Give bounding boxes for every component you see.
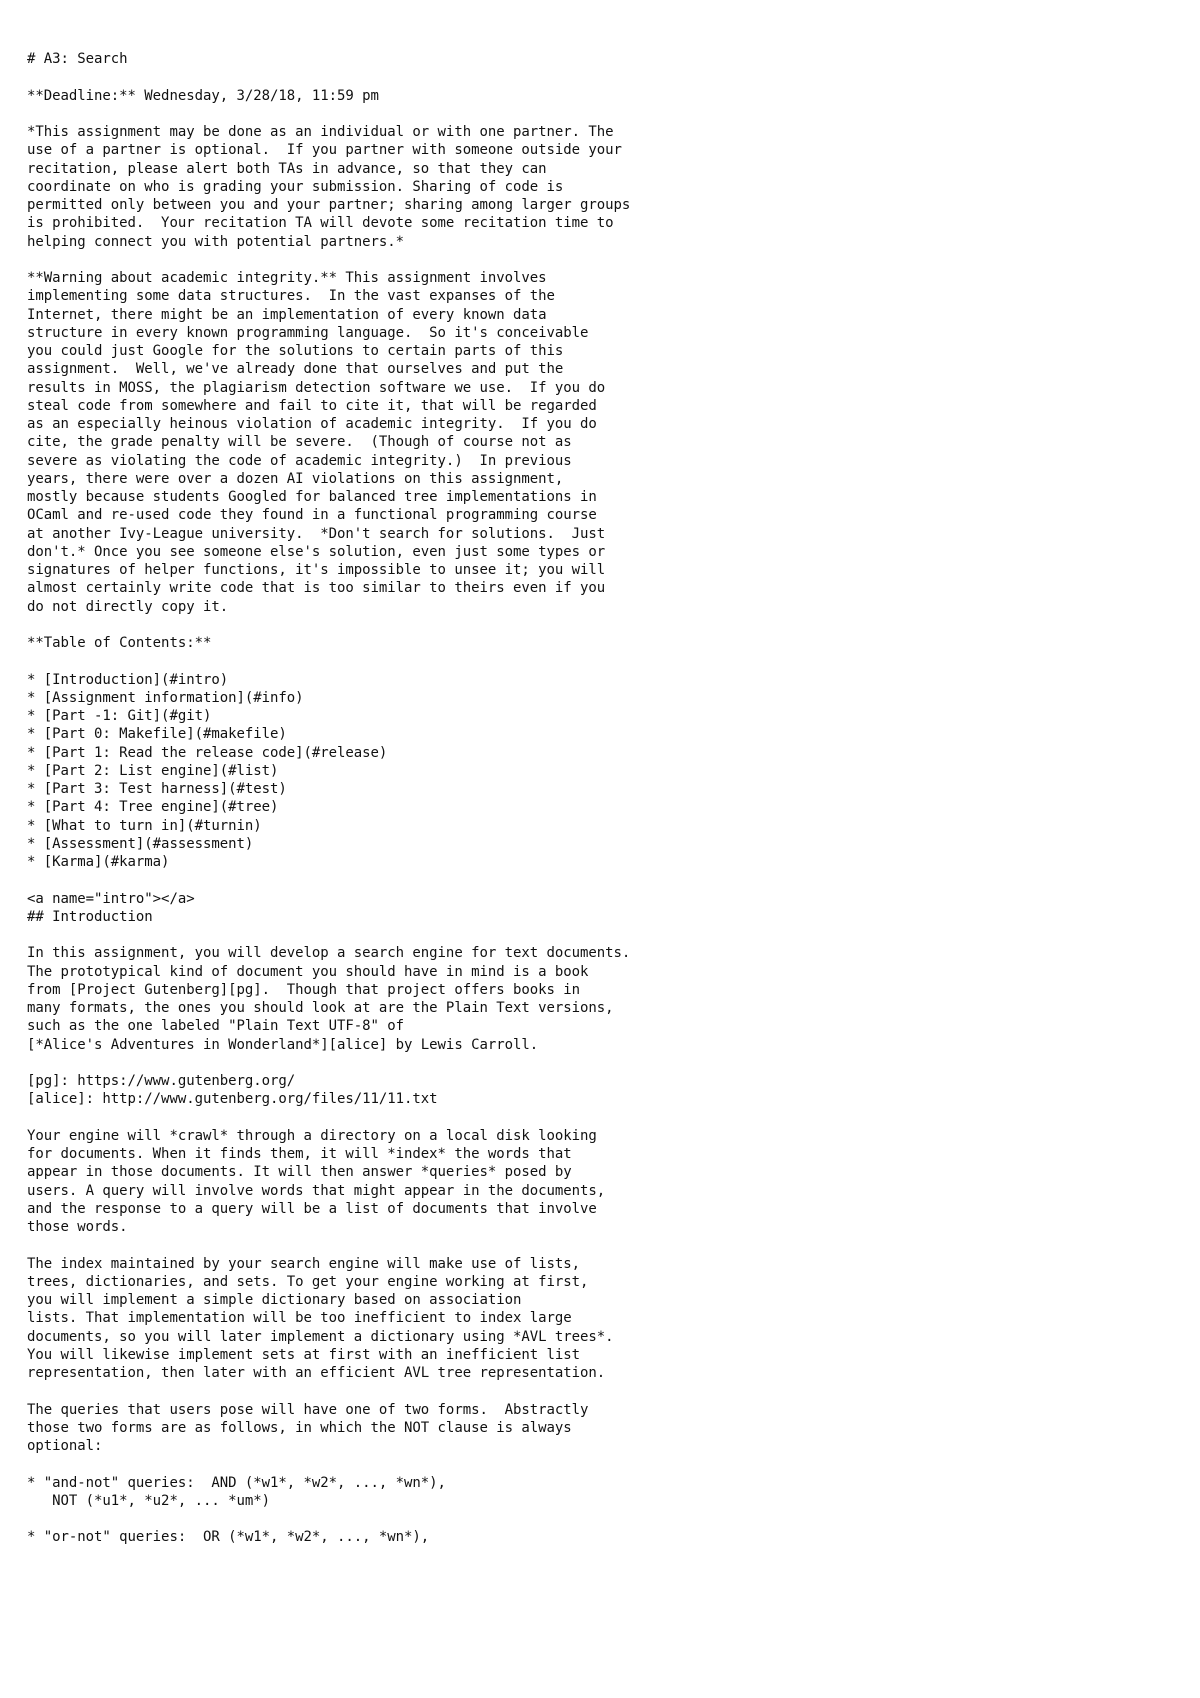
text-line: recitation, please alert both TAs in advance, so that they can (27, 160, 547, 177)
text-line: cite, the grade penalty will be severe. (Though of course not as (27, 434, 572, 451)
text-line: users. A query will involve words that might appear in the documents, (27, 1182, 606, 1199)
text-line: # A3: Search (27, 51, 128, 67)
text-line: helping connect you with potential partners.* (27, 233, 405, 250)
text-line: trees, dictionaries, and sets. To get your engine working at first, (27, 1273, 589, 1290)
text-line: you could just Google for the solutions to certain parts of this (27, 343, 564, 359)
text-line: * [Part 1: Read the release code](#release) (27, 744, 388, 761)
text-line: as an especially heinous violation of academic integrity. If you do (27, 416, 597, 432)
text-line: The index maintained by your search engine will make use of lists, (27, 1255, 580, 1272)
text-line: * "and-not" queries: AND (*w1*, *w2*, ..., *wn*), (27, 1474, 446, 1491)
text-line: and the response to a query will be a list of documents that involve (27, 1200, 597, 1217)
text-line: **Deadline:** Wednesday, 3/28/18, 11:59 pm (27, 87, 379, 104)
text-line: at another Ivy-League university. *Don't search for solutions. Just (27, 525, 606, 542)
paragraph (27, 1255, 630, 1383)
paragraph (27, 1528, 630, 1546)
text-line: structure in every known programming language. So it's conceivable (27, 324, 589, 341)
paragraph (27, 1072, 630, 1109)
text-line: ## Introduction (27, 908, 153, 925)
text-line: is prohibited. Your recitation TA will devote some recitation time to (27, 215, 614, 232)
text-line: * [Part 0: Makefile](#makefile) (27, 726, 287, 743)
text-line: * [What to turn in](#turnin) (27, 817, 262, 834)
paragraph (27, 1474, 630, 1511)
text-line: optional: (27, 1438, 103, 1454)
text-line: don't.* Once you see someone else's solution, even just some types or (27, 543, 606, 560)
text-line: <a name="intro"></a> (27, 890, 195, 907)
text-line: * [Part 4: Tree engine](#tree) (27, 799, 279, 816)
paragraph (27, 1401, 630, 1456)
paragraph (27, 671, 630, 872)
text-line: * [Introduction](#intro) (27, 671, 229, 688)
text-line: years, there were over a dozen AI violations on this assignment, (27, 470, 564, 487)
text-line: appear in those documents. It will then answer *queries* posed by (27, 1164, 572, 1181)
text-line: * [Assessment](#assessment) (27, 835, 254, 852)
text-line: such as the one labeled "Plain Text UTF-8" of (27, 1018, 405, 1035)
text-line: representation, then later with an efficient AVL tree representation. (27, 1365, 606, 1381)
text-line: permitted only between you and your partner; sharing among larger groups (27, 197, 631, 213)
markdown-document (27, 50, 630, 1565)
text-line: * "or-not" queries: OR (*w1*, *w2*, ..., *wn*), (27, 1529, 430, 1546)
text-line: those words. (27, 1219, 128, 1235)
text-line: You will likewise implement sets at first with an inefficient list (27, 1346, 580, 1363)
text-line: * [Assignment information](#info) (27, 689, 304, 706)
text-line: you will implement a simple dictionary based on association (27, 1292, 522, 1308)
text-line: almost certainly write code that is too similar to theirs even if you (27, 580, 606, 597)
text-line: do not directly copy it. (27, 598, 229, 615)
text-line: The queries that users pose will have one of two forms. Abstractly (27, 1401, 589, 1418)
paragraph (27, 87, 630, 105)
paragraph (27, 944, 630, 1054)
text-line: * [Part 2: List engine](#list) (27, 762, 279, 779)
text-line: OCaml and re-used code they found in a functional programming course (27, 507, 597, 524)
text-line: severe as violating the code of academic integrity.) In previous (27, 452, 572, 469)
text-line: * [Karma](#karma) (27, 854, 170, 870)
text-line: signatures of helper functions, it's impossible to unsee it; you will (27, 562, 606, 578)
text-line: steal code from somewhere and fail to cite it, that will be regarded (27, 397, 597, 414)
paragraph (27, 50, 630, 68)
text-line: assignment. Well, we've already done that ourselves and put the (27, 361, 564, 378)
text-line: NOT (*u1*, *u2*, ... *um*) (27, 1492, 270, 1509)
text-line: implementing some data structures. In the vast expanses of the (27, 288, 555, 305)
paragraph (27, 634, 630, 652)
text-line: results in MOSS, the plagiarism detection software we use. If you do (27, 379, 606, 396)
text-line: [*Alice's Adventures in Wonderland*][alice] by Lewis Carroll. (27, 1036, 539, 1053)
text-line: The prototypical kind of document you should have in mind is a book (27, 963, 589, 980)
text-line: use of a partner is optional. If you partner with someone outside your (27, 142, 622, 159)
text-line: **Table of Contents:** (27, 635, 212, 651)
text-line: coordinate on who is grading your submission. Sharing of code is (27, 178, 564, 195)
text-line: mostly because students Googled for balanced tree implementations in (27, 489, 597, 505)
paragraph (27, 123, 630, 251)
text-line: [alice]: http://www.gutenberg.org/files/11/11.txt (27, 1091, 438, 1108)
text-line: [pg]: https://www.gutenberg.org/ (27, 1073, 296, 1089)
paragraph (27, 890, 630, 927)
text-line: those two forms are as follows, in which the NOT clause is always (27, 1419, 572, 1436)
text-line: from [Project Gutenberg][pg]. Though that project offers books in (27, 981, 580, 998)
text-line: documents, so you will later implement a dictionary using *AVL trees*. (27, 1328, 614, 1345)
text-line: In this assignment, you will develop a search engine for text documents. (27, 945, 631, 962)
text-line: * [Part -1: Git](#git) (27, 708, 212, 724)
text-line: for documents. When it finds them, it will *index* the words that (27, 1146, 572, 1162)
text-line: Internet, there might be an implementation of every known data (27, 306, 547, 323)
paragraph (27, 269, 630, 616)
text-line: lists. That implementation will be too inefficient to index large (27, 1310, 572, 1327)
paragraph (27, 1127, 630, 1237)
text-line: *This assignment may be done as an individual or with one partner. The (27, 124, 614, 140)
text-line: many formats, the ones you should look at are the Plain Text versions, (27, 1000, 614, 1016)
text-line: Your engine will *crawl* through a directory on a local disk looking (27, 1127, 597, 1144)
text-line: * [Part 3: Test harness](#test) (27, 781, 287, 797)
text-line: **Warning about academic integrity.** This assignment involves (27, 270, 547, 286)
